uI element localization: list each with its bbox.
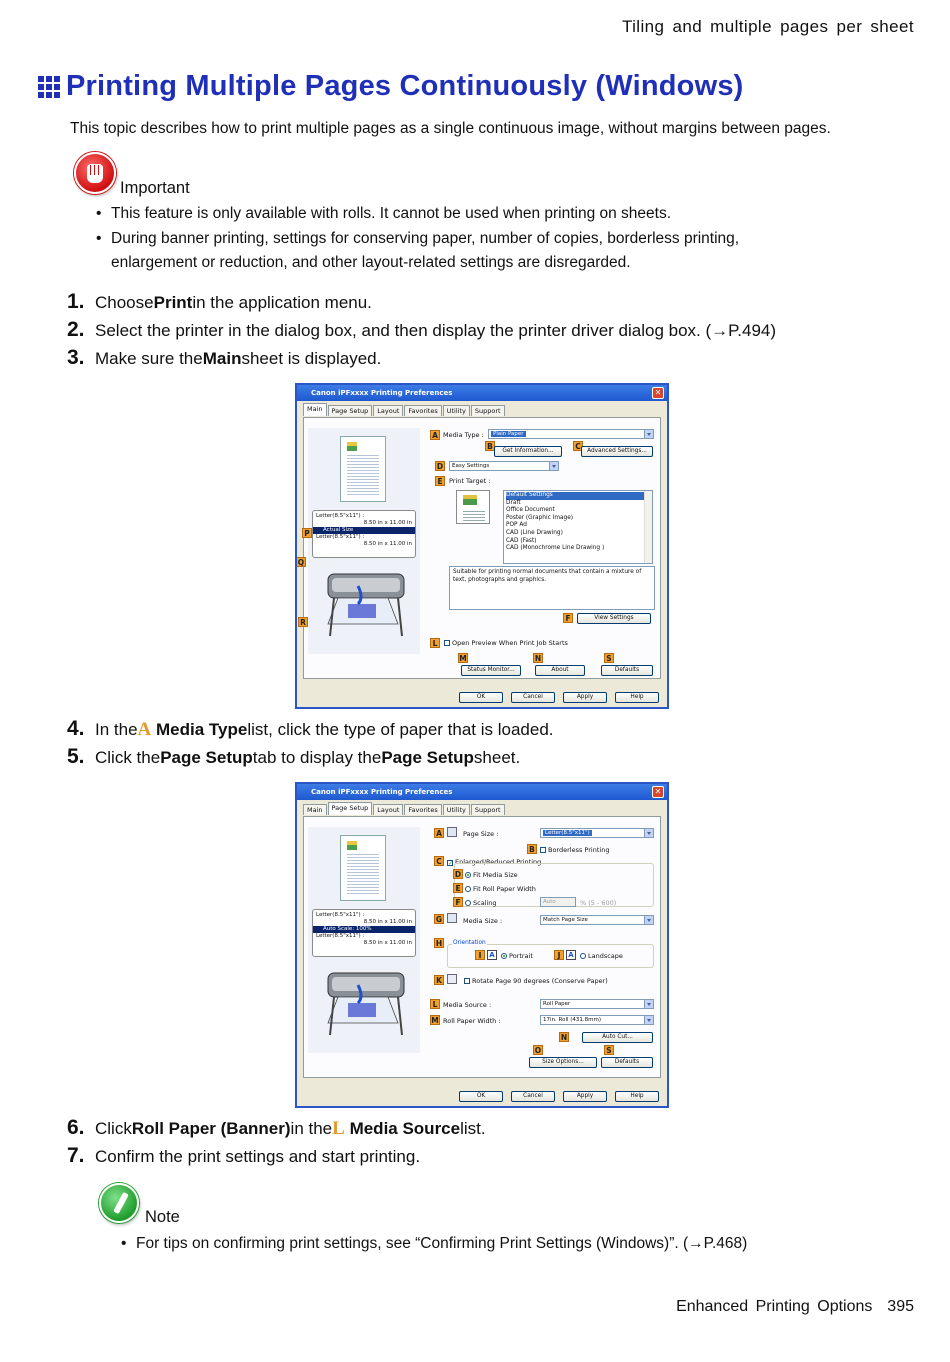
enlarged-reduced-checkbox[interactable]: ✓ Enlarged/Reduced Printing (447, 858, 541, 866)
tab-main[interactable]: Main (303, 403, 327, 416)
print-target-icon (456, 490, 490, 524)
about-button[interactable]: About (535, 665, 585, 676)
scaling-input[interactable]: Auto (540, 897, 576, 907)
tag-d: D (454, 870, 462, 879)
page-number: 395 (887, 1298, 914, 1315)
tag-i: I (475, 950, 485, 960)
settings-preview (308, 428, 420, 654)
tab-layout[interactable]: Layout (373, 804, 403, 815)
tag-e: E (435, 476, 445, 486)
step-2: 2. Select the printer in the dialog box, and then display the printer driver dialog box. (→P.494) (67, 318, 777, 341)
advanced-settings-button[interactable]: Advanced Settings... (581, 446, 653, 457)
tag-b: B (527, 844, 537, 854)
tag-f: F (563, 613, 573, 623)
view-settings-button[interactable]: View Settings (577, 613, 651, 624)
printing-preferences-dialog-page-setup (295, 782, 669, 1108)
page-size-icon (447, 827, 457, 837)
open-preview-checkbox[interactable]: Open Preview When Print Job Starts (444, 639, 568, 647)
settings-preview (308, 827, 420, 1053)
media-size-icon (447, 913, 457, 923)
tag-s: S (604, 653, 614, 663)
ok-button[interactable]: OK (459, 692, 503, 703)
dialog-tabs (303, 804, 506, 815)
running-header: Tiling and multiple pages per sheet (621, 17, 914, 36)
step-4: 4. In the A Media Type list, click the type of paper that is loaded. (67, 717, 554, 740)
landscape-icon: A (566, 950, 576, 960)
rotate-page-checkbox[interactable]: Rotate Page 90 degrees (Conserve Paper) (464, 977, 608, 985)
print-target-list[interactable] (503, 490, 653, 564)
paper-info-box: Letter(8.5"x11") : 8.50 in x 11.00 in Actual Size Letter(8.5"x11") : 8.50 in x 11.00 in (312, 510, 416, 558)
tag-b: B (485, 441, 495, 451)
dialog-tabs (303, 405, 506, 416)
fit-media-size-radio[interactable]: Fit Media Size (465, 871, 518, 879)
tag-a: A (434, 828, 444, 838)
scrollbar[interactable] (644, 491, 652, 563)
scaling-radio[interactable]: Scaling (465, 899, 497, 907)
apply-button[interactable]: Apply (563, 1091, 607, 1102)
tag-q: Q (297, 558, 305, 567)
page-size-label: Page Size : (463, 830, 499, 838)
roll-paper-width-label: Roll Paper Width : (443, 1017, 501, 1025)
tag-l: L (430, 638, 440, 648)
step-3: 3. Make sure the Main sheet is displayed. (67, 346, 382, 369)
list-item[interactable]: POP Ad (506, 522, 527, 529)
note-label: Note (145, 1208, 180, 1226)
borderless-checkbox[interactable]: Borderless Printing (540, 846, 609, 854)
list-item[interactable]: CAD (Line Drawing) (506, 529, 563, 536)
important-bullet-continued: enlargement or reduction, and other layout-related settings are disregarded. (111, 254, 631, 271)
paper-info-box: Letter(8.5"x11") : 8.50 in x 11.00 in Auto Scale: 100% Letter(8.5"x11") : 8.50 in x 11.00 in (312, 909, 416, 957)
media-size-label: Media Size : (463, 917, 503, 925)
stop-hand-icon (74, 152, 116, 194)
rotate-page-icon (447, 974, 457, 984)
list-item[interactable]: Default Settings (506, 492, 650, 500)
portrait-icon: A (487, 950, 497, 960)
important-bullet: • This feature is only available with rolls. It cannot be used when printing on sheets. (96, 205, 672, 222)
chevron-down-icon (644, 916, 653, 924)
dialog-titlebar: Canon iPFxxxx Printing Preferences ✕ (297, 784, 667, 800)
list-item[interactable]: Office Document (506, 507, 555, 514)
close-icon[interactable]: ✕ (652, 387, 664, 399)
defaults-button[interactable]: Defaults (601, 1057, 653, 1068)
pencil-icon (99, 1183, 139, 1223)
tag-r: R (298, 617, 308, 627)
chevron-down-icon (644, 1000, 653, 1008)
roll-paper-width-select[interactable]: 17in. Roll (431.8mm) (540, 1015, 654, 1025)
tag-p: P (302, 528, 312, 538)
chevron-down-icon (644, 1016, 653, 1024)
close-icon[interactable]: ✕ (652, 786, 664, 798)
tag-m: M (431, 1016, 439, 1025)
media-type-label: Media Type : (443, 431, 484, 439)
printer-illustration (318, 566, 414, 638)
main-sheet-panel (297, 417, 661, 679)
dialog-buttons (459, 692, 659, 703)
size-options-button[interactable]: Size Options... (529, 1057, 597, 1068)
dialog-buttons (459, 1091, 659, 1102)
dialog-titlebar: Canon iPFxxxx Printing Preferences ✕ (297, 385, 667, 401)
tab-favorites[interactable]: Favorites (404, 804, 441, 815)
cancel-button[interactable]: Cancel (511, 692, 555, 703)
note-bullet: • For tips on confirming print settings, see “Confirming Print Settings (Windows)”. (→P.468) (121, 1235, 748, 1252)
page-title: Printing Multiple Pages Continuously (Windows) (66, 70, 744, 102)
intro-text: This topic describes how to print multiple pages as a single continuous image, without margins between pages. (70, 120, 831, 137)
tag-j: J (554, 950, 564, 960)
landscape-radio[interactable]: Landscape (580, 952, 623, 960)
grid-icon (38, 76, 60, 98)
tab-utility[interactable]: Utility (443, 405, 470, 416)
print-target-label: Print Target : (449, 477, 491, 485)
page-setup-sheet-panel (303, 816, 661, 1078)
tab-favorites[interactable]: Favorites (404, 405, 441, 416)
step-1: 1. Choose Print in the application menu. (67, 290, 372, 313)
tag-n: N (560, 1033, 568, 1042)
printing-preferences-dialog-main (295, 383, 669, 709)
tag-l: L (430, 999, 440, 1009)
list-item[interactable]: Draft (506, 499, 521, 506)
tag-e: E (453, 883, 463, 893)
media-size-select[interactable]: Match Page Size (540, 915, 654, 925)
step-7: 7. Confirm the print settings and start printing. (67, 1144, 421, 1167)
tab-support[interactable]: Support (471, 405, 505, 416)
media-source-label: Media Source : (443, 1001, 492, 1009)
tag-c: C (434, 856, 444, 866)
printer-illustration (318, 965, 414, 1037)
cancel-button[interactable]: Cancel (511, 1091, 555, 1102)
step-5: 5. Click the Page Setup tab to display the Page Setup sheet. (67, 745, 521, 768)
tab-layout[interactable]: Layout (373, 405, 403, 416)
orientation-group: Orientation (447, 944, 654, 968)
tag-k: K (434, 975, 444, 985)
page-size-select[interactable]: Letter(8.5"x11") (540, 828, 654, 838)
tag-n: N (534, 654, 542, 663)
portrait-radio[interactable]: Portrait (501, 952, 533, 960)
scaling-range: % (5 - 600) (580, 899, 617, 907)
chevron-down-icon (644, 829, 653, 837)
ok-button[interactable]: OK (459, 1091, 503, 1102)
tag-s: S (604, 1045, 614, 1055)
defaults-button[interactable]: Defaults (601, 665, 653, 676)
tag-m: M (459, 654, 467, 663)
footer-chapter: Enhanced Printing Options (676, 1298, 873, 1315)
chevron-down-icon (644, 430, 653, 438)
tab-page-setup[interactable]: Page Setup (328, 802, 373, 815)
document-thumbnail (340, 436, 386, 502)
tab-main[interactable]: Main (303, 804, 327, 815)
help-button[interactable]: Help (615, 1091, 659, 1102)
list-item[interactable]: CAD (Monochrome Line Drawing ) (506, 545, 605, 552)
apply-button[interactable]: Apply (563, 692, 607, 703)
help-button[interactable]: Help (615, 692, 659, 703)
document-thumbnail (340, 835, 386, 901)
media-type-select[interactable]: Plain Paper (488, 429, 654, 439)
tab-page-setup[interactable]: Page Setup (328, 405, 373, 416)
chevron-down-icon (549, 462, 558, 470)
important-label: Important (120, 179, 190, 197)
page-title-row (38, 70, 744, 103)
status-monitor-button[interactable]: Status Monitor... (461, 665, 521, 676)
tag-h: H (435, 939, 443, 948)
page-footer (676, 1298, 914, 1316)
tag-f: F (453, 897, 463, 907)
tag-d: D (436, 462, 444, 471)
tab-support[interactable]: Support (471, 804, 505, 815)
media-source-select[interactable]: Roll Paper (540, 999, 654, 1009)
important-bullet: • During banner printing, settings for conserving paper, number of copies, borderless printing, (96, 230, 740, 247)
tag-c: C (573, 441, 583, 451)
tag-g: G (435, 915, 443, 924)
step-6: 6. Click Roll Paper (Banner) in the L Media Source list. (67, 1116, 486, 1139)
tab-utility[interactable]: Utility (443, 804, 470, 815)
get-information-button[interactable]: Get Information... (494, 446, 562, 457)
list-item[interactable]: Poster (Graphic Image) (506, 514, 574, 521)
list-item[interactable]: CAD (Fast) (506, 537, 537, 544)
easy-settings-select[interactable]: Easy Settings (449, 461, 559, 471)
tag-a: A (430, 430, 440, 440)
print-target-description: Suitable for printing normal documents that contain a mixture of text, photographs and graphics. (449, 566, 655, 610)
tag-o: O (534, 1046, 542, 1055)
fit-roll-width-radio[interactable]: Fit Roll Paper Width (465, 885, 536, 893)
auto-cut-button[interactable]: Auto Cut... (582, 1032, 653, 1043)
